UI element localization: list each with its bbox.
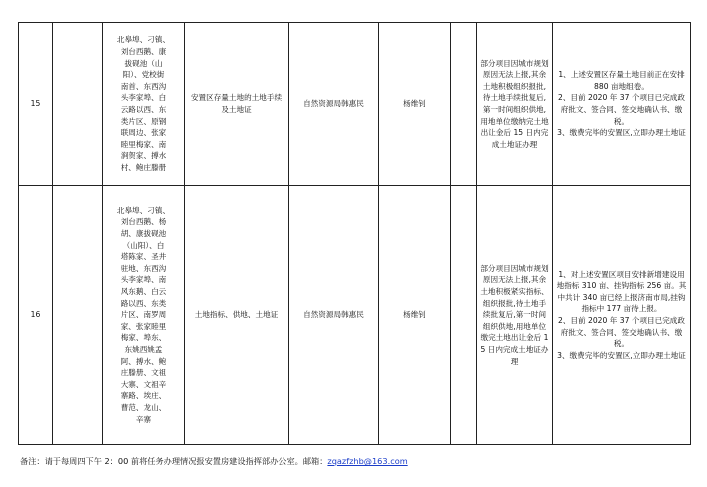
task-table [18, 22, 691, 445]
area-cell: 北皋埠、刁镇、 刘台西鹅、康 拔砚池（山 阳）、党校街 南首、东西沟 头李家埠、白 云路以西、东 类片区、原钢 联周边、张家 睦里梅家、南 涧贺家、搏水 村、鲍庄滕册 [103, 23, 185, 186]
measure-cell: 1、上述安置区存量土地目前正在安排 880 亩地组卷。 2、目前 2020 年 37 个项目已完成政府批文、签合同、签交地确认书、缴税。 3、缴费完毕的安置区,立即办理土地证 [553, 23, 691, 186]
footer-note [20, 455, 408, 467]
responsible-person-cell: 杨维钊 [379, 23, 451, 186]
row-index: 16 [19, 186, 53, 445]
area-cell: 北皋埠、刁镇、 刘台西鹅、杨 胡、康拔砚池 （山阳）、白 塔陈家、圣井 驻地、东西沟 头李家埠、南 风东鹅、白云 路以西、东类 片区、南罗周 家、张家睦里 梅家、埠东、 东姚西姚孟 阿、搏水、鲍 庄滕册、文祖 大寨、文祖辛 寨路、埃庄、 曹范、龙山、 辛寨 [103, 186, 185, 445]
progress-table-section [18, 22, 690, 444]
blank-cell [451, 23, 477, 186]
reason-cell: 部分项目因城市规划原因无法上报,其余土地积极紧实指标、组织报批,待土地手续批复后,第一时间组织供地,用地单位缴完土地出让金后 15 日内完成土地证办理 [477, 186, 553, 445]
measure-cell: 1、对上述安置区项目安排新增建设用地指标 310 亩、挂钩指标 256 亩。其中共计 340 亩已经上报济南市局,挂钩指标中 177 亩待上报。 2、目前 2020 年 37 个项目已完成政府批文、签合同、签交地确认书、缴税。 3、缴费完毕的安置区,立即办理土地证 [553, 186, 691, 445]
task-cell: 安置区存量土地的土地手续及土地证 [185, 23, 289, 186]
responsible-unit-cell: 自然资源局韩惠民 [289, 23, 379, 186]
contact-email-link[interactable]: zqazfzhb@163.com [327, 456, 408, 466]
reason-cell: 部分项目因城市规划原因无法上报,其余土地积极组织报批,待土地手续批复后,第一时间组织供地,用地单位缴纳完土地出让金后 15 日内完成土地证办理 [477, 23, 553, 186]
blank-cell [53, 23, 103, 186]
responsible-person-cell: 杨维钊 [379, 186, 451, 445]
blank-cell [451, 186, 477, 445]
blank-cell [53, 186, 103, 445]
responsible-unit-cell: 自然资源局韩惠民 [289, 186, 379, 445]
table-row [19, 186, 691, 445]
task-cell: 土地指标、供地、土地证 [185, 186, 289, 445]
row-index: 15 [19, 23, 53, 186]
footer-note-text: 备注：请于每周四下午 2：00 前将任务办理情况报安置房建设指挥部办公室。邮箱： [20, 456, 328, 466]
table-row [19, 23, 691, 186]
